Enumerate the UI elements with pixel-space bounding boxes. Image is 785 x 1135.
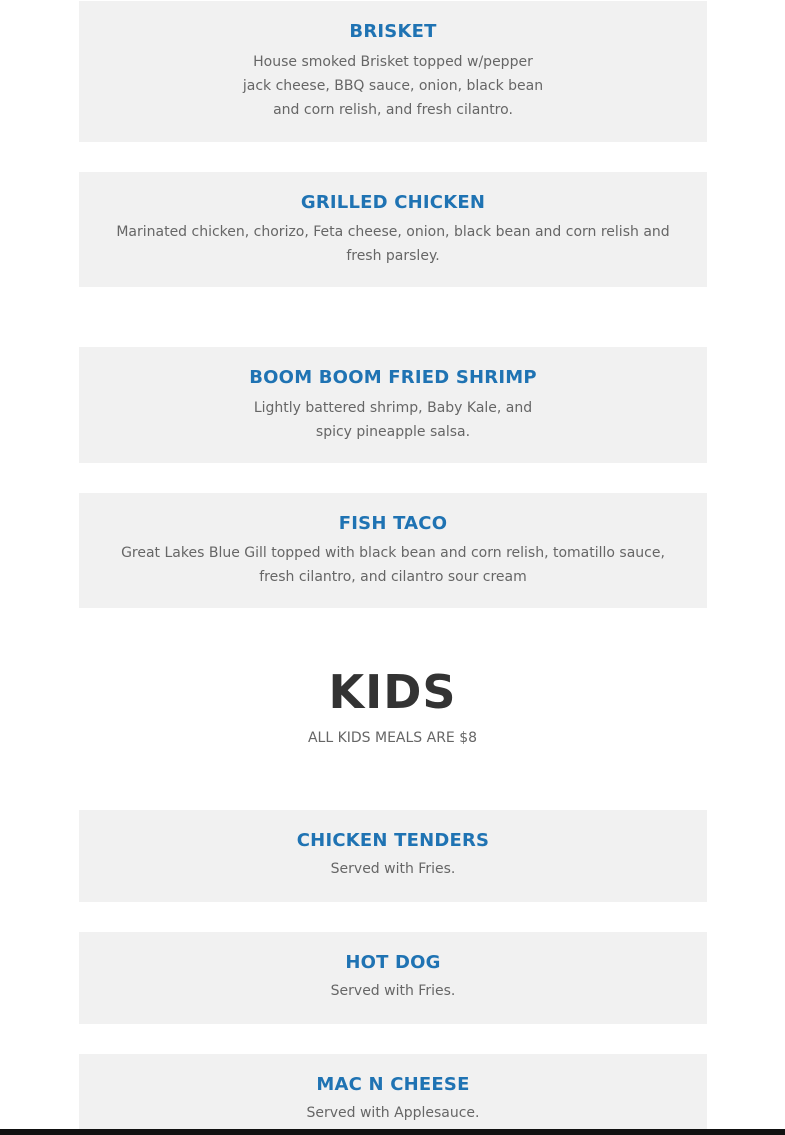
section-heading-kids: KIDS xyxy=(328,665,457,719)
menu-item-title: GRILLED CHICKEN xyxy=(300,192,486,213)
menu-item-card xyxy=(79,810,707,902)
menu-item-title: HOT DOG xyxy=(345,952,441,973)
section-subheading-kids: ALL KIDS MEALS ARE $8 xyxy=(307,730,478,746)
menu-item-card xyxy=(79,1054,707,1135)
menu-item-title: MAC N CHEESE xyxy=(316,1074,470,1095)
menu-item-description xyxy=(79,541,707,589)
menu-item-description-line: and corn relish, and fresh cilantro. xyxy=(273,102,513,118)
menu-item-description xyxy=(79,979,707,1003)
menu-item-title: BRISKET xyxy=(349,21,437,42)
menu-item-title: FISH TACO xyxy=(338,513,448,534)
menu-item-description-line: spicy pineapple salsa. xyxy=(315,424,471,440)
menu-item-title: CHICKEN TENDERS xyxy=(296,830,490,851)
menu-item-description-line: Lightly battered shrimp, Baby Kale, and xyxy=(253,400,533,416)
menu-item-title: BOOM BOOM FRIED SHRIMP xyxy=(249,367,537,388)
menu-item-description-line: House smoked Brisket topped w/pepper xyxy=(253,54,533,70)
footer-bar xyxy=(0,1129,785,1135)
menu-item-description-line: Served with Fries. xyxy=(330,861,456,877)
menu-item-card xyxy=(79,172,707,287)
menu-item-description-line: fresh cilantro, and cilantro sour cream xyxy=(259,569,527,585)
menu-item-description-line: jack cheese, BBQ sauce, onion, black bean xyxy=(242,78,544,94)
menu-item-description-line: Marinated chicken, chorizo, Feta cheese, onion, black bean and corn relish and xyxy=(116,224,670,240)
menu-item-card xyxy=(79,932,707,1024)
menu-item-description-line: Served with Fries. xyxy=(330,983,456,999)
menu-item-description xyxy=(79,396,707,444)
menu-item-description-line: Served with Applesauce. xyxy=(306,1105,480,1121)
menu-item-card xyxy=(79,1,707,142)
menu-item-description xyxy=(79,50,707,122)
menu-item-description xyxy=(79,857,707,881)
menu-item-description xyxy=(79,1101,707,1125)
menu-item-description xyxy=(79,220,707,268)
menu-item-card xyxy=(79,347,707,463)
menu-item-description-line: fresh parsley. xyxy=(346,248,440,264)
menu-item-description-line: Great Lakes Blue Gill topped with black bean and corn relish, tomatillo sauce, xyxy=(121,545,665,561)
menu-item-card xyxy=(79,493,707,608)
